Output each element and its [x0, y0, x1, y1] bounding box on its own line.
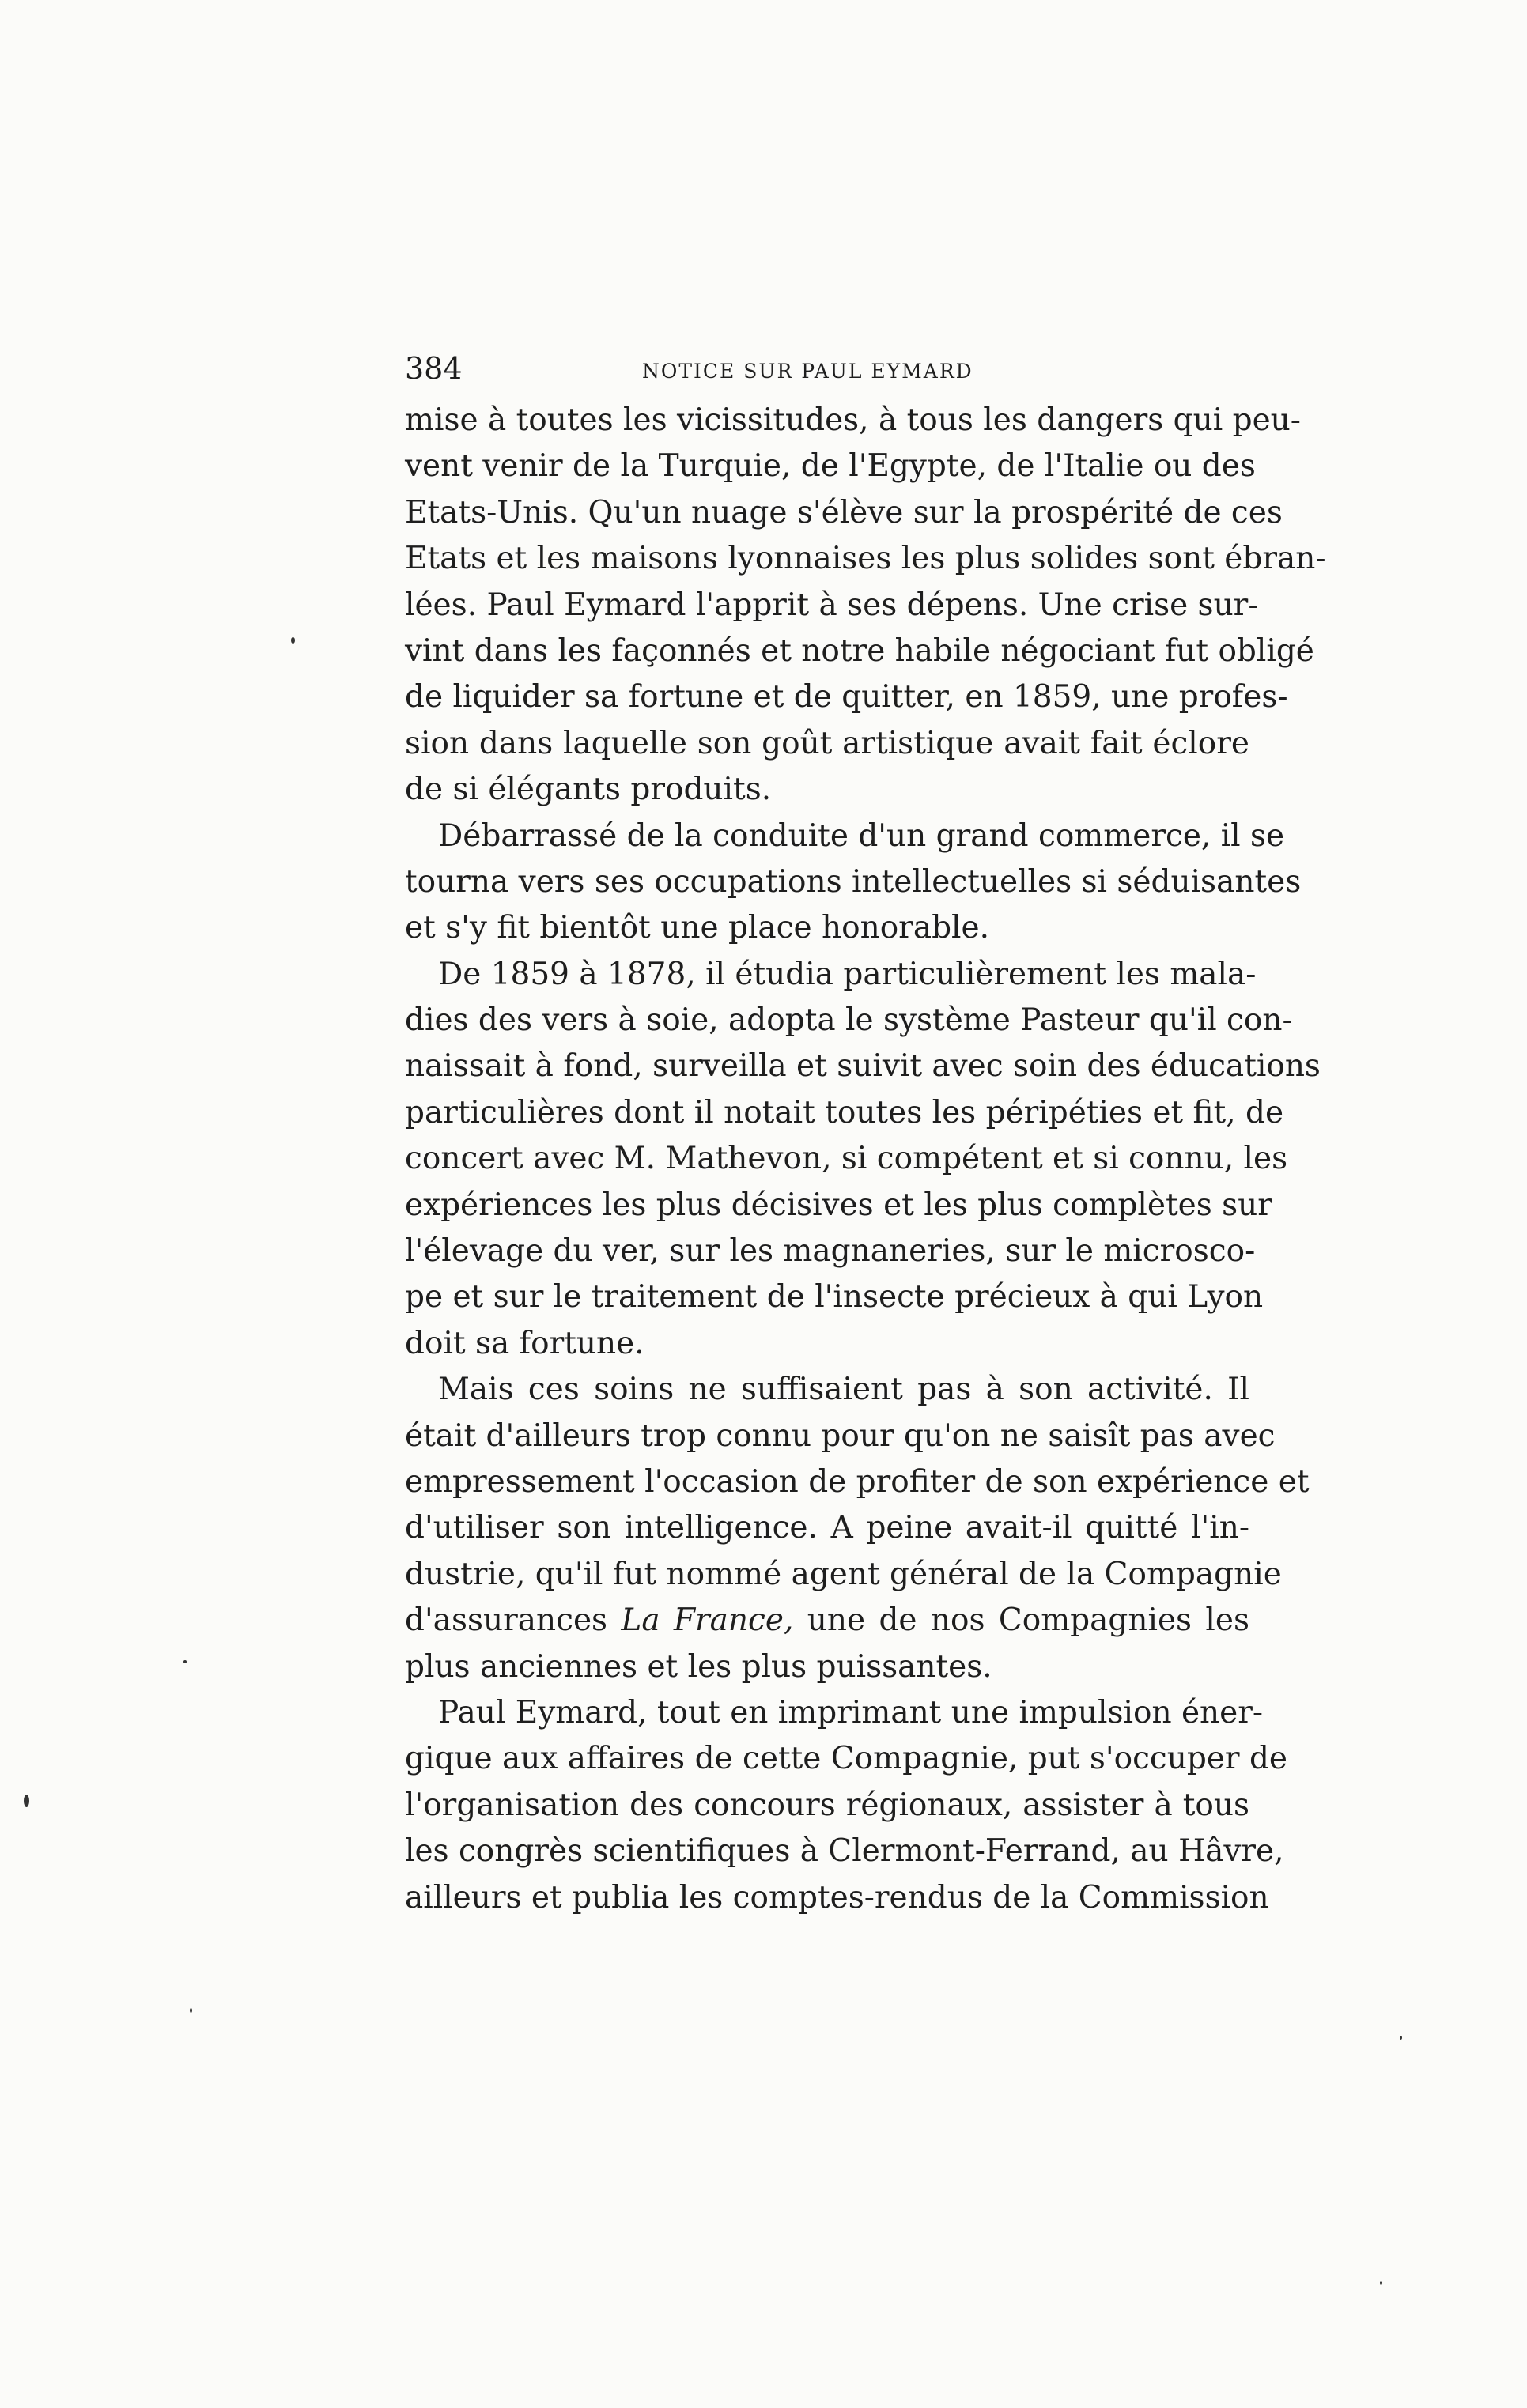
scan-speck — [183, 1660, 187, 1663]
text-line: empressement l'occasion de profiter de son expérience et — [405, 1463, 1310, 1500]
text-line: tourna vers ses occupations intellectuelles si séduisantes — [405, 863, 1302, 900]
text-line: de si élégants produits. — [405, 772, 772, 808]
text-line: Paul Eymard, tout en imprimant une impulsion éner- — [438, 1694, 1264, 1731]
italic-title: La France, — [621, 1602, 794, 1639]
text-line: était d'ailleurs trop connu pour qu'on ne saisît pas avec — [405, 1417, 1276, 1454]
text-line: Etats-Unis. Qu'un nuage s'élève sur la prospérité de ces — [405, 494, 1283, 530]
text-line: doit sa fortune. — [405, 1325, 644, 1361]
text-line: De 1859 à 1878, il étudia particulièrement les mala- — [438, 956, 1257, 992]
text-line: lées. Paul Eymard l'apprit à ses dépens. Une crise sur- — [405, 587, 1259, 623]
text-line: les congrès scientifiques à Clermont-Ferrand, au Hâvre, — [405, 1833, 1284, 1870]
text-line: particulières dont il notait toutes les péripéties et fit, de — [405, 1094, 1284, 1130]
text-line: l'organisation des concours régionaux, assister à tous — [405, 1787, 1249, 1823]
text-line: l'élevage du ver, sur les magnaneries, sur le microsco- — [405, 1233, 1256, 1270]
scan-speck — [1380, 2281, 1382, 2285]
text-line: sion dans laquelle son goût artistique avait fait éclore — [405, 725, 1249, 761]
body-text — [405, 398, 1326, 1921]
scan-speck — [190, 2008, 192, 2013]
running-head — [405, 345, 1257, 392]
scan-speck — [24, 1795, 29, 1807]
text-line: expériences les plus décisives et les plus complètes sur — [405, 1187, 1272, 1223]
text-line-with-italic — [405, 1598, 1249, 1644]
text-line: plus anciennes et les plus puissantes. — [405, 1648, 992, 1685]
text-line: Mais ces soins ne suffisaient pas à son activité. Il — [438, 1372, 1249, 1408]
text-line: gique aux affaires de cette Compagnie, put s'occuper de — [405, 1741, 1288, 1777]
text-line: mise à toutes les vicissitudes, à tous les dangers qui peu- — [405, 402, 1301, 438]
text-segment: une de nos Compagnies les — [807, 1602, 1249, 1639]
text-line: naissait à fond, surveilla et suivit avec soin des éducations — [405, 1048, 1321, 1085]
running-title: NOTICE SUR PAUL EYMARD — [642, 360, 973, 383]
text-line: concert avec M. Mathevon, si compétent et si connu, les — [405, 1141, 1288, 1177]
text-line: de liquider sa fortune et de quitter, en 1859, une profes- — [405, 679, 1288, 715]
text-line: vint dans les façonnés et notre habile négociant fut obligé — [405, 632, 1314, 669]
text-line: Etats et les maisons lyonnaises les plus solides sont ébran- — [405, 541, 1326, 577]
text-line: ailleurs et publia les comptes-rendus de la Commission — [405, 1879, 1269, 1915]
text-line: dies des vers à soie, adopta le système Pasteur qu'il con- — [405, 1002, 1293, 1039]
text-line: vent venir de la Turquie, de l'Egypte, de l'Italie ou des — [405, 448, 1256, 485]
text-segment: d'assurances — [405, 1602, 608, 1639]
text-line: Débarrassé de la conduite d'un grand commerce, il se — [438, 817, 1285, 854]
scan-speck — [1400, 2036, 1402, 2040]
scan-speck — [291, 637, 295, 644]
text-line: dustrie, qu'il fut nommé agent général de la Compagnie — [405, 1556, 1282, 1592]
page-number: 384 — [405, 351, 463, 386]
text-line: pe et sur le traitement de l'insecte précieux à qui Lyon — [405, 1279, 1264, 1315]
text-line: et s'y fit bientôt une place honorable. — [405, 910, 989, 946]
text-line: d'utiliser son intelligence. A peine avait-il quitté l'in- — [405, 1510, 1249, 1546]
